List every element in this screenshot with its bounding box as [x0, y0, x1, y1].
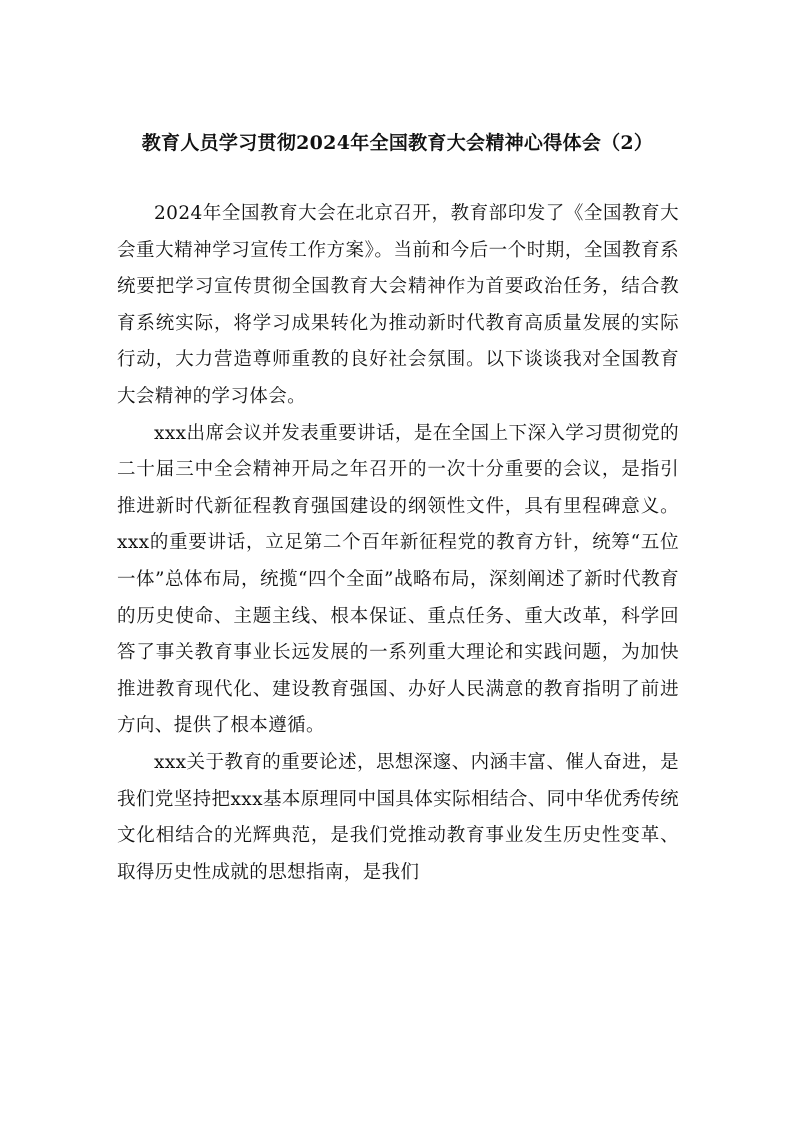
document-body	[117, 196, 679, 891]
paragraph-2: xxx出席会议并发表重要讲话，是在全国上下深入学习贯彻党的二十届三中全会精神开局之年召开的一次十分重要的会议，是指引推进新时代新征程教育强国建设的纲领性文件，具有里程碑意义。xxx的重要讲话，立足第二个百年新征程党的教育方针，统筹“五位一体”总体布局，统揽“四个全面”战略布局，深刻阐述了新时代教育的历史使命、主题主线、根本保证、重点任务、重大改革，科学回答了事关教育事业长远发展的一系列重大理论和实践问题，为加快推进教育现代化、建设教育强国、办好人民满意的教育指明了前进方向、提供了根本遵循。	[117, 422, 679, 737]
paragraph-3: xxx关于教育的重要论述，思想深邃、内涵丰富、催人奋进，是我们党坚持把xxx基本原理同中国具体实际相结合、同中华优秀传统文化相结合的光辉典范，是我们党推动教育事业发生历史性变革、取得历史性成就的思想指南，是我们	[117, 751, 679, 883]
document-title: 教育人员学习贯彻2024年全国教育大会精神心得体会（2）	[141, 132, 654, 154]
paragraph-1: 2024年全国教育大会在北京召开，教育部印发了《全国教育大会重大精神学习宣传工作方案》。当前和今后一个时期，全国教育系统要把学习宣传贯彻全国教育大会精神作为首要政治任务，结合教育系统实际，将学习成果转化为推动新时代教育高质量发展的实际行动，大力营造尊师重教的良好社会氛围。以下谈谈我对全国教育大会精神的学习体会。	[117, 203, 679, 407]
